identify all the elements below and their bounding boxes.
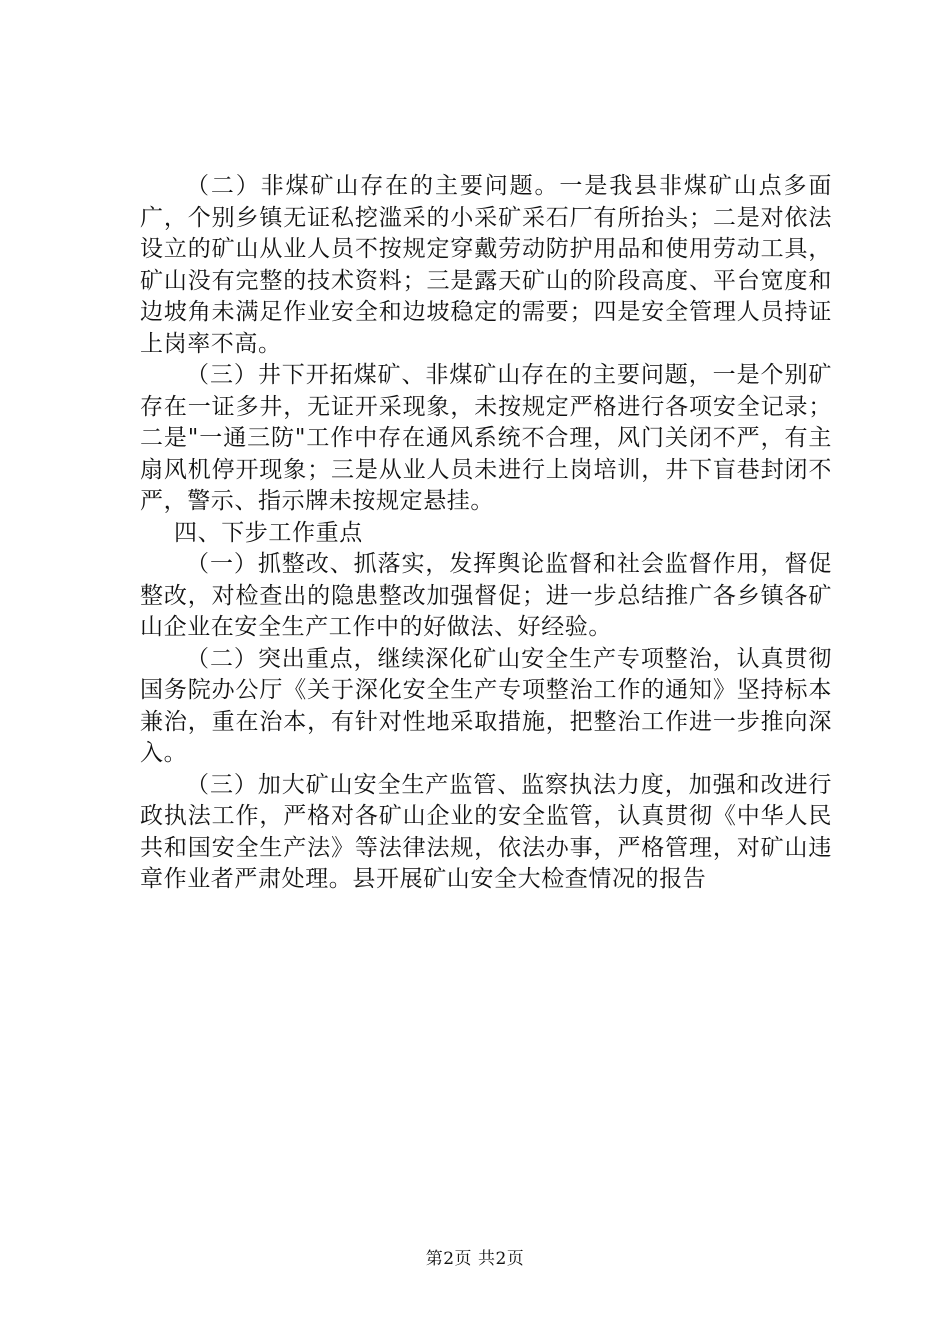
page-number-footer: 第2页 共2页 (425, 1249, 525, 1269)
paragraph-supervision-enforcement: （三）加大矿山安全生产监管、监察执法力度，加强和改进行政执法工作，严格对各矿山企业的安全监管，认真贯彻《中华人民共和国安全生产法》等法律法规，依法办事，严格管理，对矿山违章作业者严肃处理。县开展矿山安全大检查情况的报告 (140, 771, 832, 892)
paragraph-non-coal-mine-issues: （二）非煤矿山存在的主要问题。一是我县非煤矿山点多面广，个别乡镇无证私挖滥采的小采矿采石厂有所抬头；二是对依法设立的矿山从业人员不按规定穿戴劳动防护用品和使用劳动工具，矿山没有完整的技术资料；三是露天矿山的阶段高度、平台宽度和边坡角未满足作业安全和边坡稳定的需要；四是安全管理人员持证上岗率不高。 (140, 173, 832, 357)
document-body (140, 171, 832, 896)
paragraph-special-rectification: （二）突出重点，继续深化矿山安全生产专项整治，认真贯彻国务院办公厅《关于深化安全生产专项整治工作的通知》坚持标本兼治，重在治本，有针对性地采取措施，把整治工作进一步推向深入。 (140, 645, 832, 766)
paragraph-rectification: （一）抓整改、抓落实，发挥舆论监督和社会监督作用，督促整改，对检查出的隐患整改加强督促；进一步总结推广各乡镇各矿山企业在安全生产工作中的好做法、好经验。 (140, 551, 832, 640)
paragraph-underground-mine-issues: （三）井下开拓煤矿、非煤矿山存在的主要问题，一是个别矿存在一证多井，无证开采现象，未按规定严格进行各项安全记录；二是"一通三防"工作中存在通风系统不合理，风门关闭不严，有主扇风机停开现象；三是从业人员未进行上岗培训，井下盲巷封闭不严，警示、指示牌未按规定悬挂。 (140, 362, 832, 514)
section-heading-next-steps: 四、下步工作重点 (174, 519, 363, 546)
